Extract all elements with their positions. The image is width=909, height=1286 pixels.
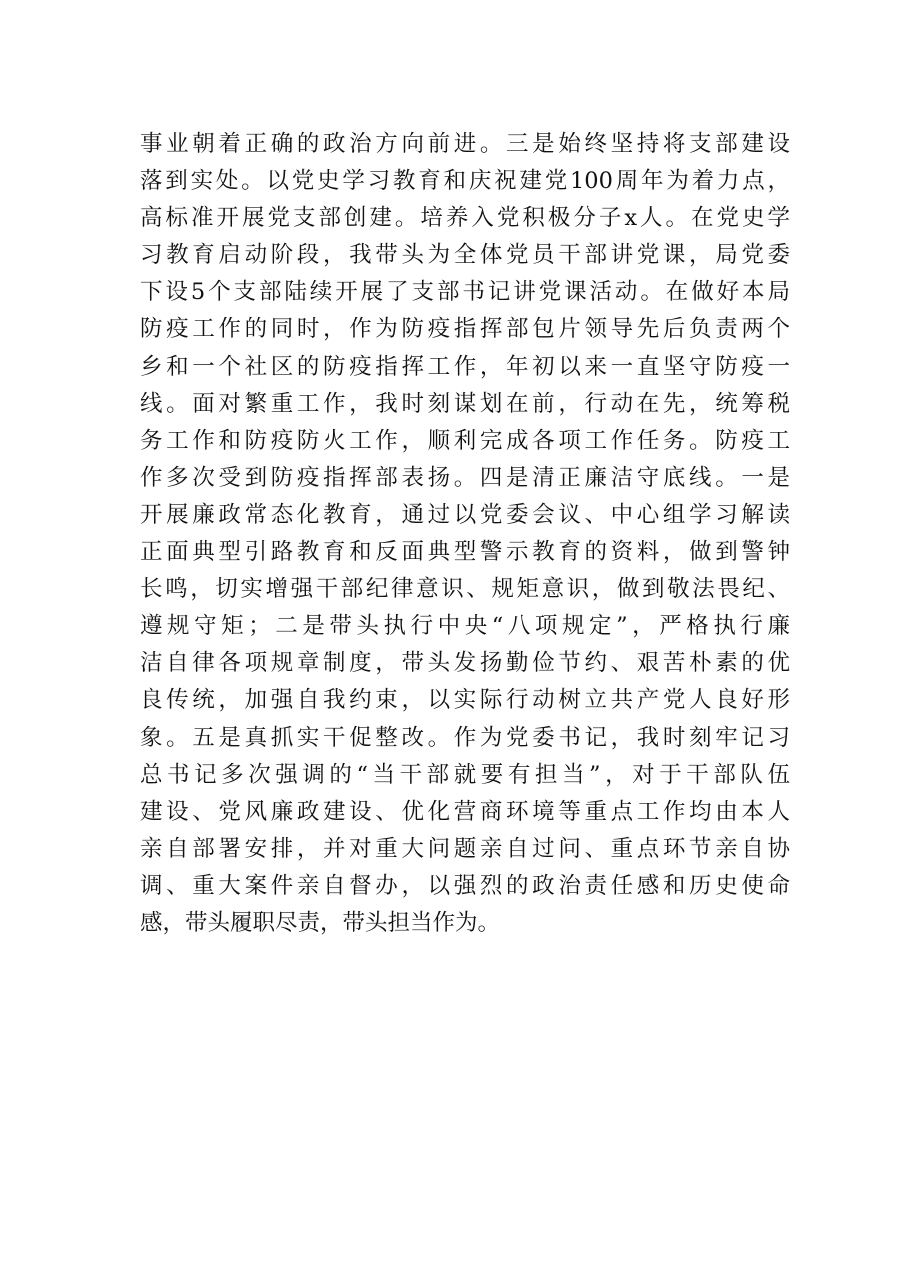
text-line-9: 务工作和防疫防火工作，顺利完成各项工作任务。防疫工 [140, 427, 790, 454]
text-line-22: 感，带头履职尽责，带头担当作为。 [140, 909, 501, 936]
text-line-8: 线。面对繁重工作，我时刻谋划在前，行动在先，统筹税 [140, 390, 790, 417]
text-line-16: 良传统，加强自我约束，以实际行动树立共产党人良好形 [140, 687, 790, 714]
text-line-2: 落到实处。以党史学习教育和庆祝建党100周年为着力点， [140, 168, 790, 195]
text-line-20: 亲自部署安排，并对重大问题亲自过问、重点环节亲自协 [140, 835, 790, 862]
text-line-10: 作多次受到防疫指挥部表扬。四是清正廉洁守底线。一是 [140, 464, 790, 491]
text-line-13: 长鸣，切实增强干部纪律意识、规矩意识，做到敬法畏纪、 [140, 576, 790, 603]
text-line-3: 高标准开展党支部创建。培养入党积极分子x人。在党史学 [140, 205, 790, 232]
text-line-19: 建设、党风廉政建设、优化营商环境等重点工作均由本人 [140, 798, 790, 825]
text-line-7: 乡和一个社区的防疫指挥工作，年初以来一直坚守防疫一 [140, 353, 790, 380]
text-line-15: 洁自律各项规章制度，带头发扬勤俭节约、艰苦朴素的优 [140, 650, 790, 677]
text-line-12: 正面典型引路教育和反面典型警示教育的资料，做到警钟 [140, 539, 790, 566]
text-line-5: 下设5个支部陆续开展了支部书记讲党课活动。在做好本局 [140, 279, 790, 306]
text-line-14: 遵规守矩；二是带头执行中央“八项规定”，严格执行廉 [140, 613, 790, 640]
text-line-21: 调、重大案件亲自督办，以强烈的政治责任感和历史使命 [140, 872, 790, 899]
text-line-11: 开展廉政常态化教育，通过以党委会议、中心组学习解读 [140, 501, 790, 528]
body-paragraph [140, 126, 790, 942]
text-line-1: 事业朝着正确的政治方向前进。三是始终坚持将支部建设 [140, 131, 790, 157]
text-line-18: 总书记多次强调的“当干部就要有担当”，对于干部队伍 [140, 761, 790, 788]
text-line-4: 习教育启动阶段，我带头为全体党员干部讲党课，局党委 [140, 242, 790, 269]
text-line-6: 防疫工作的同时，作为防疫指挥部包片领导先后负责两个 [140, 316, 790, 343]
text-line-17: 象。五是真抓实干促整改。作为党委书记，我时刻牢记习 [140, 724, 790, 751]
